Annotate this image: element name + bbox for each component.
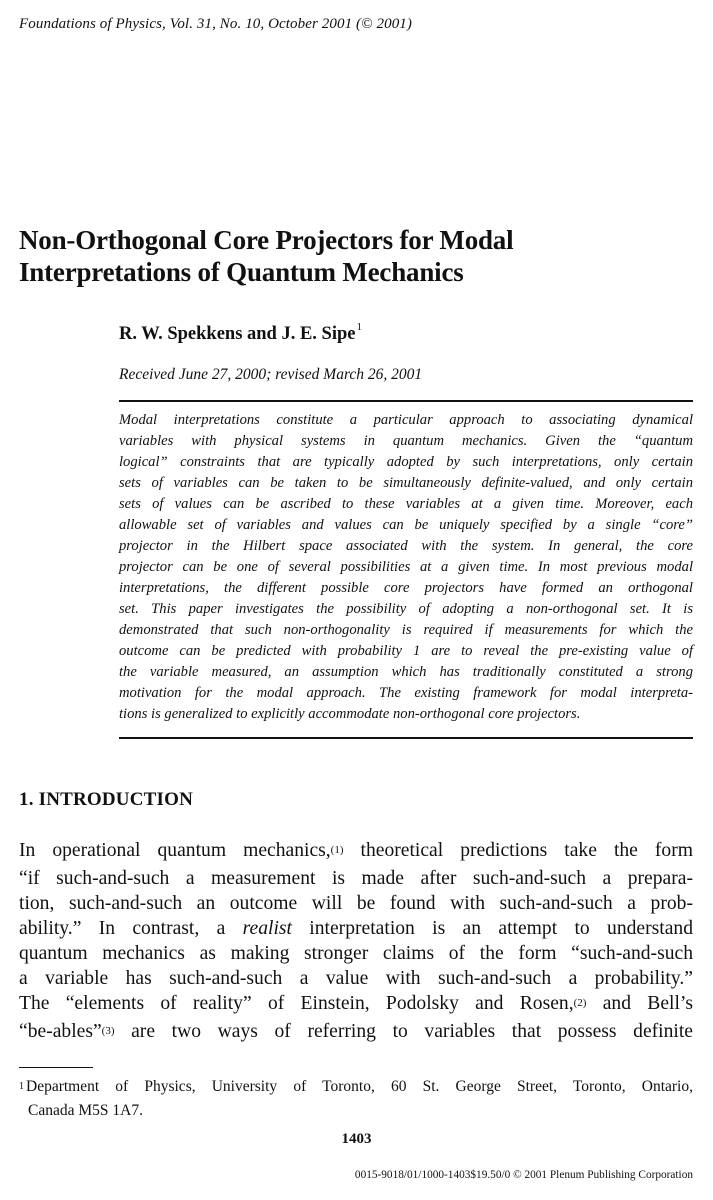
body-text-span: and Bell’s	[586, 993, 693, 1014]
copyright-line: 0015-9018/01/1000-1403$19.50/0 © 2001 Plenum Publishing Corporation	[354, 1169, 693, 1181]
abstract-line: motivation for the modal approach. The existing framework for modal interpreta-	[119, 685, 693, 701]
footnote-line: Canada M5S 1A7.	[28, 1102, 143, 1119]
body-text-span: The “elements of reality” of Einstein, Podolsky and Rosen,	[19, 993, 574, 1014]
reference-marker: (2)	[573, 997, 587, 1009]
abstract-line: Modal interpretations constitute a particular approach to associating dynamical	[119, 412, 693, 428]
author-line	[119, 323, 362, 345]
abstract-line: projector in the Hilbert space associated with the system. In general, the core	[119, 538, 693, 554]
abstract-line: demonstrated that such non-orthogonality is required if measurements for which the	[119, 622, 693, 638]
body-text-span: ability.” In contrast, a	[19, 918, 243, 939]
body-line	[19, 916, 693, 941]
body-line	[19, 1019, 693, 1047]
abstract-line: the variable measured, an assumption which has traditionally constituted a strong	[119, 664, 693, 680]
page-number: 1403	[341, 1131, 372, 1147]
footnote-marker: 1	[19, 1081, 24, 1092]
body-text-span: are two ways of referring to variables that possess definite	[114, 1021, 693, 1042]
body-text-span: “be-ables”	[19, 1021, 102, 1042]
abstract-line: sets of variables can be taken to be simultaneously definite-valued, and only certain	[119, 475, 693, 491]
emphasis-text: realist	[242, 918, 292, 939]
abstract-line: allowable set of variables and values can be uniquely specified by a single “core”	[119, 517, 693, 533]
footnote-line	[19, 1076, 693, 1100]
paper-title	[19, 224, 699, 288]
body-line: tion, such-and-such an outcome will be found with such-and-such a prob-	[19, 893, 693, 914]
section-heading: 1. INTRODUCTION	[19, 789, 194, 810]
body-text-span: theoretical predictions take the form	[343, 840, 693, 861]
footnote-rule	[19, 1067, 93, 1068]
abstract-line: set. This paper investigates the possibility of adopting a non-orthogonal set. It is	[119, 601, 693, 617]
author-names: R. W. Spekkens and J. E. Sipe	[119, 324, 356, 345]
paper-title-line: Non-Orthogonal Core Projectors for Modal	[19, 225, 514, 255]
abstract-line: tions is generalized to explicitly accommodate non-orthogonal core projectors.	[119, 706, 581, 722]
body-line: a variable has such-and-such a value with such-and-such a probability.”	[19, 968, 693, 989]
body-line	[19, 991, 693, 1019]
body-text-span: interpretation is an attempt to understand	[291, 918, 693, 939]
author-footnote-marker: 1	[356, 321, 362, 333]
received-dates: Received June 27, 2000; revised March 26, 2001	[119, 366, 423, 383]
abstract-line: projector can be one of several possibilities at a given time. In most previous modal	[119, 559, 693, 575]
paper-title-line: Interpretations of Quantum Mechanics	[19, 257, 464, 287]
journal-citation: Foundations of Physics, Vol. 31, No. 10, October 2001 (© 2001)	[19, 16, 412, 32]
abstract-line: sets of values can be ascribed to these variables at a given time. Moreover, each	[119, 496, 693, 512]
footnote-text: Department of Physics, University of Toronto, 60 St. George Street, Toronto, Ontario,	[26, 1078, 693, 1095]
introduction-paragraph	[19, 838, 693, 1047]
body-text-span: In operational quantum mechanics,	[19, 840, 331, 861]
body-line: quantum mechanics as making stronger claims of the form “such-and-such	[19, 943, 693, 964]
abstract-line: outcome can be predicted with probability 1 are to reveal the pre-existing value of	[119, 643, 693, 659]
abstract-bottom-rule	[119, 737, 693, 739]
abstract-top-rule	[119, 400, 693, 402]
footnote	[19, 1076, 693, 1122]
abstract-line: interpretations, the different possible core projectors have formed an orthogonal	[119, 580, 693, 596]
abstract-line: logical” constraints that are typically adopted by such interpretations, only certain	[119, 454, 693, 470]
body-line: “if such-and-such a measurement is made after such-and-such a prepara-	[19, 868, 693, 889]
reference-marker: (3)	[101, 1025, 115, 1037]
abstract	[119, 410, 693, 725]
reference-marker: (1)	[330, 844, 344, 856]
body-line	[19, 838, 693, 866]
abstract-line: variables with physical systems in quantum mechanics. Given the “quantum	[119, 433, 693, 449]
